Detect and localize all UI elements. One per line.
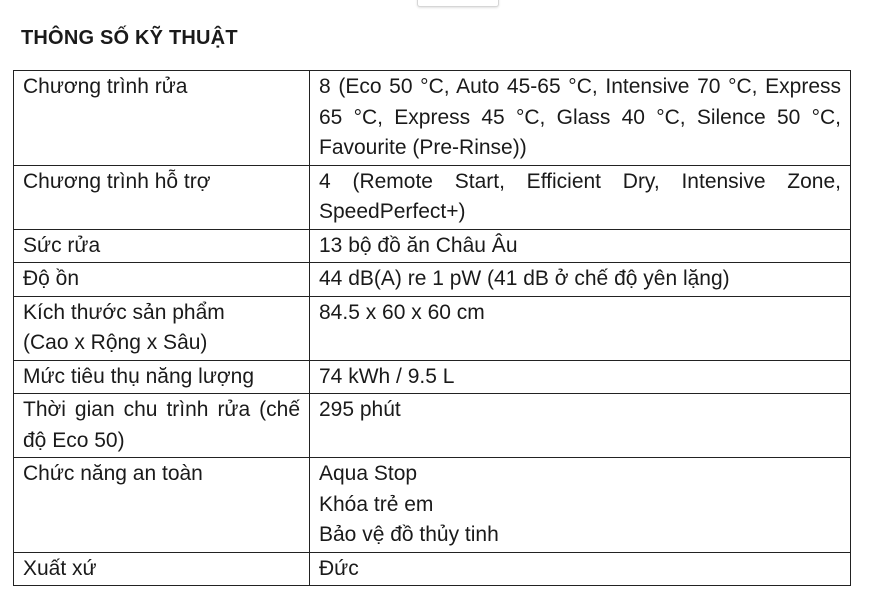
spec-value-text: 84.5 x 60 x 60 cm [319, 300, 485, 324]
section-title: THÔNG SỐ KỸ THUẬT [21, 27, 238, 49]
table-row [14, 229, 851, 263]
spec-value-text: 8 (Eco 50 °C, Auto 45-65 °C, Intensive 70 °C, Express 65 °C, Express 45 °C, Glass 40 °C, Silence 50 °C, Favourite (Pre-Rinse)) [319, 75, 841, 159]
spec-label-text: Sức rửa [23, 233, 101, 257]
spec-label [14, 165, 310, 229]
specs-table [13, 70, 851, 586]
spec-label [14, 458, 310, 553]
spec-value-text: 13 bộ đồ ăn Châu Âu [319, 233, 518, 257]
table-row [14, 360, 851, 394]
spec-value-text: 44 dB(A) re 1 pW (41 dB ở chế độ yên lặng) [319, 267, 730, 290]
spec-value-text: 295 phút [319, 398, 401, 421]
spec-label [14, 360, 310, 394]
spec-label-text: Chương trình rửa [23, 75, 188, 98]
spec-value [310, 360, 851, 394]
table-row [14, 296, 851, 360]
spec-value [310, 263, 851, 297]
spec-label [14, 71, 310, 166]
spec-label [14, 552, 310, 586]
table-row [14, 263, 851, 297]
spec-value [310, 394, 851, 458]
spec-label [14, 296, 310, 360]
spec-label-text: Chương trình hỗ trợ [23, 169, 211, 193]
spec-label-text: Mức tiêu thụ năng lượng [23, 364, 255, 388]
table-row [14, 71, 851, 166]
spec-label-text: (Cao x Rộng x Sâu) [23, 331, 208, 354]
spec-label [14, 229, 310, 263]
spec-value-text: 4 (Remote Start, Efficient Dry, Intensive Zone, SpeedPerfect+) [319, 169, 841, 223]
spec-value [310, 458, 851, 553]
spec-value-text: Đức [319, 556, 359, 580]
spec-label-text: Chức năng an toàn [23, 462, 203, 485]
spec-label [14, 394, 310, 458]
spec-label-text: Xuất xứ [23, 556, 97, 580]
spec-value [310, 296, 851, 360]
spec-value-text: 74 kWh / 9.5 L [319, 364, 455, 388]
top-tab-handle [417, 0, 499, 7]
spec-label-text: Kích thước sản phẩm [23, 300, 225, 324]
spec-value-text: Bảo vệ đồ thủy tinh [319, 523, 499, 546]
spec-label-text: Thời gian chu trình rửa (chế độ Eco 50) [23, 398, 300, 452]
spec-value [310, 165, 851, 229]
table-row [14, 552, 851, 586]
spec-label-text: Độ ồn [23, 267, 80, 290]
spec-value [310, 229, 851, 263]
spec-label [14, 263, 310, 297]
spec-value [310, 552, 851, 586]
spec-value-text: Aqua Stop [319, 462, 418, 485]
table-row [14, 458, 851, 553]
table-row [14, 394, 851, 458]
spec-value-text: Khóa trẻ em [319, 492, 434, 516]
table-row [14, 165, 851, 229]
spec-value [310, 71, 851, 166]
